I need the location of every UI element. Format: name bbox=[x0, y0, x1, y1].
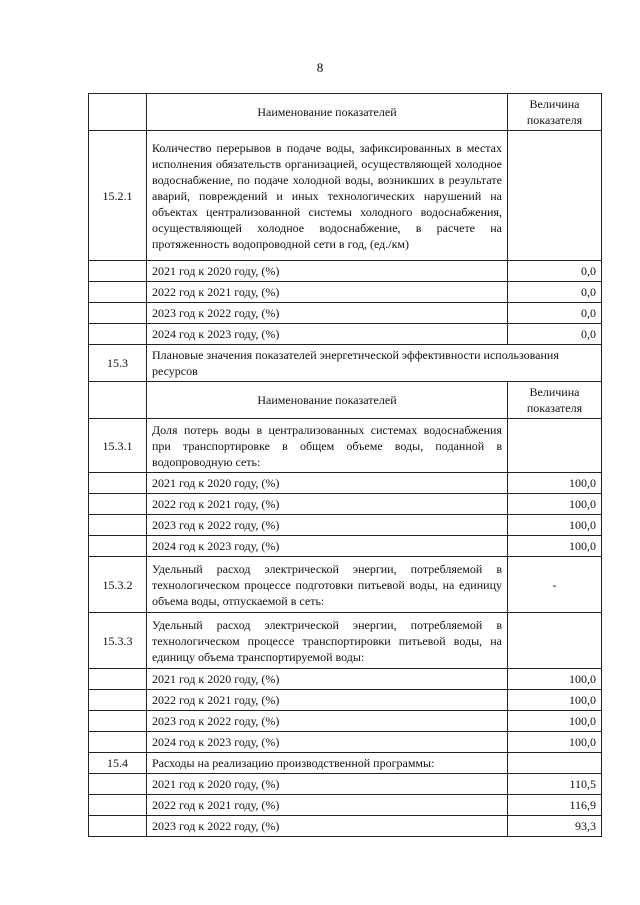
section-description: Доля потерь воды в централизованных системах водоснабжения при транспортировке в общем объеме воды, поданной в водопроводную сеть: bbox=[147, 419, 508, 473]
year-label: 2021 год к 2020 году, (%) bbox=[147, 774, 508, 795]
table-row bbox=[89, 261, 602, 282]
header-value-cell: Величина показателя bbox=[508, 94, 602, 131]
section-row-15-2-1 bbox=[89, 131, 602, 261]
table-row bbox=[89, 494, 602, 515]
indicator-value: 100,0 bbox=[508, 494, 602, 515]
header-num-cell bbox=[89, 382, 147, 419]
header-num-cell bbox=[89, 94, 147, 131]
table-row bbox=[89, 324, 602, 345]
year-label: 2022 год к 2021 году, (%) bbox=[147, 494, 508, 515]
table-row bbox=[89, 536, 602, 557]
year-label: 2022 год к 2021 году, (%) bbox=[147, 282, 508, 303]
section-row-15-3-3 bbox=[89, 613, 602, 669]
year-label: 2022 год к 2021 году, (%) bbox=[147, 690, 508, 711]
table-row bbox=[89, 515, 602, 536]
section-row-15-3-1 bbox=[89, 419, 602, 473]
page-number: 8 bbox=[316, 60, 324, 75]
section-row-15-4 bbox=[89, 753, 602, 774]
table-row bbox=[89, 816, 602, 837]
section-number: 15.3.3 bbox=[89, 613, 147, 669]
section-number: 15.3 bbox=[89, 345, 147, 382]
table-row bbox=[89, 282, 602, 303]
table-row bbox=[89, 711, 602, 732]
header-value-cell: Величина показателя bbox=[508, 382, 602, 419]
year-label: 2024 год к 2023 году, (%) bbox=[147, 536, 508, 557]
indicator-value: 100,0 bbox=[508, 732, 602, 753]
section-value-empty bbox=[508, 613, 602, 669]
indicator-value: 110,5 bbox=[508, 774, 602, 795]
table-row bbox=[89, 473, 602, 494]
year-label: 2021 год к 2020 году, (%) bbox=[147, 473, 508, 494]
header-name-cell: Наименование показателей bbox=[147, 94, 508, 131]
year-label: 2023 год к 2022 году, (%) bbox=[147, 303, 508, 324]
table-row bbox=[89, 303, 602, 324]
indicator-value: 100,0 bbox=[508, 669, 602, 690]
section-description: Плановые значения показателей энергетической эффективности использования ресурсов bbox=[147, 345, 602, 382]
year-label: 2024 год к 2023 году, (%) bbox=[147, 324, 508, 345]
section-number: 15.4 bbox=[89, 753, 147, 774]
section-description: Количество перерывов в подаче воды, зафиксированных в местах исполнения обязательств организацией, осуществляющей холодное водоснабжение, по подаче холодной воды, возникших в результате аварий, повреждений и иных технологических нарушений на объектах централизованной системы холодного водоснабжения, осуществляющей холодное водоснабжение, в расчете на протяженность водопроводной сети в год, (ед./км) bbox=[147, 131, 508, 261]
table-row bbox=[89, 732, 602, 753]
section-row-15-3 bbox=[89, 345, 602, 382]
section-value-empty bbox=[508, 419, 602, 473]
table-row bbox=[89, 795, 602, 816]
header-name-cell: Наименование показателей bbox=[147, 382, 508, 419]
section-row-15-3-2 bbox=[89, 557, 602, 613]
table-row bbox=[89, 774, 602, 795]
year-label: 2021 год к 2020 году, (%) bbox=[147, 261, 508, 282]
year-label: 2024 год к 2023 году, (%) bbox=[147, 732, 508, 753]
section-description: Расходы на реализацию производственной программы: bbox=[147, 753, 508, 774]
table-header-row bbox=[89, 382, 602, 419]
year-label: 2022 год к 2021 году, (%) bbox=[147, 795, 508, 816]
table-row bbox=[89, 669, 602, 690]
indicator-value: 100,0 bbox=[508, 711, 602, 732]
section-number: 15.2.1 bbox=[89, 131, 147, 261]
indicator-value: 100,0 bbox=[508, 690, 602, 711]
indicator-value: 0,0 bbox=[508, 282, 602, 303]
indicator-value: 0,0 bbox=[508, 324, 602, 345]
indicator-value: - bbox=[508, 557, 602, 613]
section-value-empty bbox=[508, 131, 602, 261]
section-number: 15.3.2 bbox=[89, 557, 147, 613]
table-row bbox=[89, 690, 602, 711]
section-value-empty bbox=[508, 753, 602, 774]
year-label: 2021 год к 2020 году, (%) bbox=[147, 669, 508, 690]
indicators-table bbox=[88, 93, 602, 837]
year-label: 2023 год к 2022 году, (%) bbox=[147, 515, 508, 536]
indicator-value: 0,0 bbox=[508, 261, 602, 282]
indicator-value: 0,0 bbox=[508, 303, 602, 324]
year-label: 2023 год к 2022 году, (%) bbox=[147, 711, 508, 732]
indicator-value: 100,0 bbox=[508, 473, 602, 494]
section-number: 15.3.1 bbox=[89, 419, 147, 473]
year-label: 2023 год к 2022 году, (%) bbox=[147, 816, 508, 837]
table-header-row bbox=[89, 94, 602, 131]
indicator-value: 100,0 bbox=[508, 536, 602, 557]
indicator-value: 116,9 bbox=[508, 795, 602, 816]
indicator-value: 93,3 bbox=[508, 816, 602, 837]
section-description: Удельный расход электрической энергии, потребляемой в технологическом процессе транспортировки питьевой воды, на единицу объема транспортируемой воды: bbox=[147, 613, 508, 669]
indicator-value: 100,0 bbox=[508, 515, 602, 536]
section-description: Удельный расход электрической энергии, потребляемой в технологическом процессе подготовки питьевой воды, на единицу объема воды, отпускаемой в сеть: bbox=[147, 557, 508, 613]
